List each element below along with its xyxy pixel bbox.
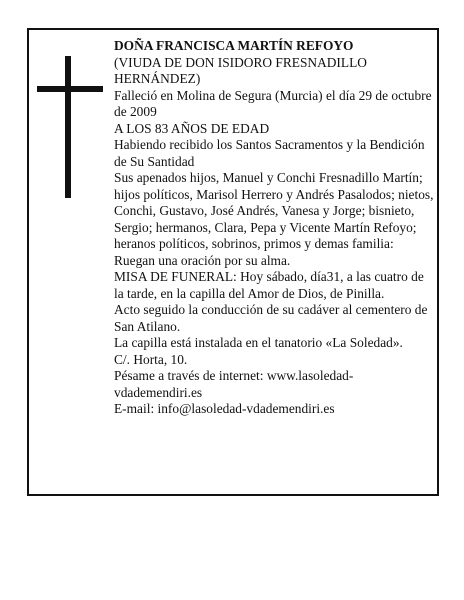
procession-info: Acto seguido la conducción de su cadáver al cementero de San Atilano. <box>114 302 428 334</box>
condolences-website: Pésame a través de internet: www.lasoledad-vdademendiri.es <box>114 368 354 400</box>
chapel-info: La capilla está instalada en el tanatorio «La Soledad». <box>114 335 403 350</box>
death-details: Falleció en Molina de Segura (Murcia) el día 29 de octubre de 2009 <box>114 87 432 119</box>
funeral-mass-info: MISA DE FUNERAL: Hoy sábado, día31, a las cuatro de la tarde, en la capilla del Amor de Dios, de Pinilla. <box>114 269 424 301</box>
sacraments-line: Habiendo recibido los Santos Sacramentos y la Bendición de Su Santidad <box>114 137 425 169</box>
obituary-text <box>114 38 434 418</box>
cross-icon <box>37 56 103 198</box>
family-list: Sus apenados hijos, Manuel y Conchi Fresnadillo Martín; hijos políticos, Marisol Herrero y Andrés Pasalodos; nietos, Conchi, Gustavo, José Andrés, Vanesa y Jorge; bisnieto, Sergio; hermanos, Clara, Pepa y Vicente Martín Refoyo; heranos políticos, sobrinos, primos y demas familia: <box>114 170 434 251</box>
prayer-request: Ruegan una oración por su alma. <box>114 252 291 268</box>
cross-vertical-bar <box>65 56 71 198</box>
chapel-address: C/. Horta, 10. <box>114 351 188 367</box>
widow-of-line: (VIUDA DE DON ISIDORO FRESNADILLO HERNÁNDEZ) <box>114 54 367 86</box>
age-line: A LOS 83 AÑOS DE EDAD <box>114 120 270 136</box>
contact-email: E-mail: info@lasoledad-vdademendiri.es <box>114 401 335 416</box>
deceased-name: DOÑA FRANCISCA MARTÍN REFOYO <box>114 38 354 53</box>
cross-horizontal-bar <box>37 86 103 92</box>
